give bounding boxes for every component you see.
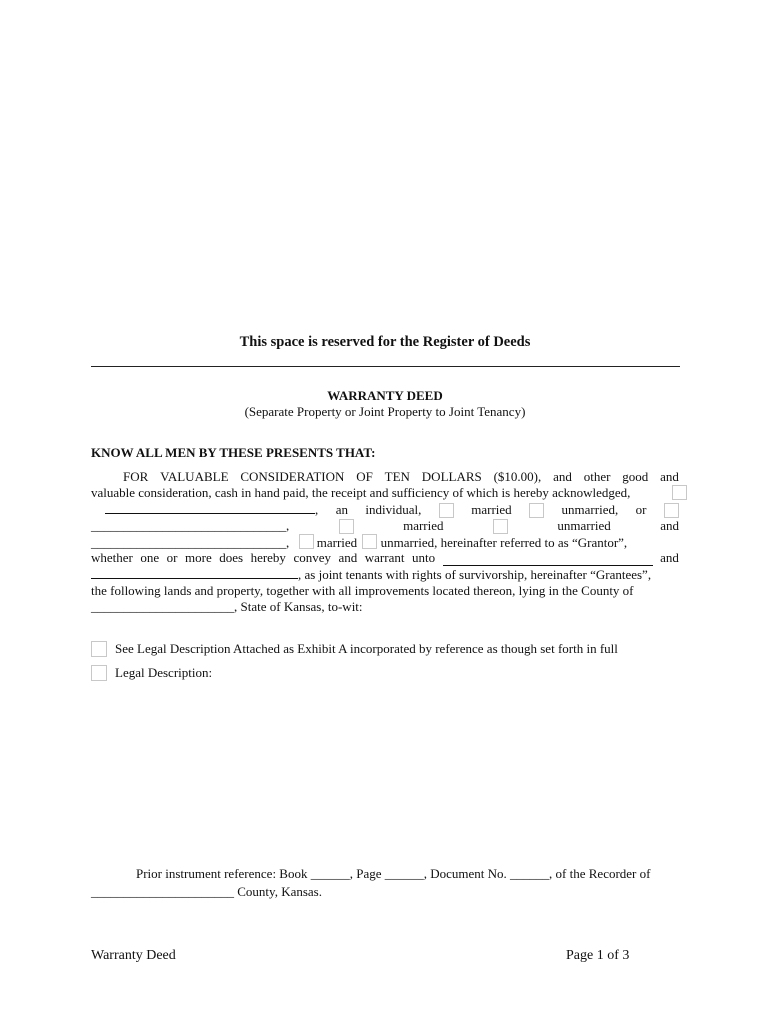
word: hereby xyxy=(250,550,286,565)
word: CONSIDERATION xyxy=(240,469,345,484)
word: does xyxy=(219,550,244,565)
checkbox-l5-2[interactable] xyxy=(362,534,377,549)
deed-subtitle: (Separate Property or Joint Property to Joint Tenancy) xyxy=(244,404,526,419)
register-of-deeds-note: This space is reserved for the Register of Deeds xyxy=(239,334,531,350)
grantor-name-blank[interactable] xyxy=(105,501,315,514)
legal-description-checkbox[interactable] xyxy=(91,665,107,681)
word: and xyxy=(553,469,572,484)
word: DOLLARS xyxy=(421,469,482,484)
know-all-heading: KNOW ALL MEN BY THESE PRESENTS THAT: xyxy=(91,445,376,460)
comma: , xyxy=(315,502,319,517)
footer-page-number: Page 1 of 3 xyxy=(566,948,630,963)
word: whether xyxy=(91,550,133,565)
grantee-line-7 xyxy=(91,566,679,582)
legal-description-label: Legal Description: xyxy=(115,665,213,680)
line-text: Prior instrument reference: Book ______, Page ______, Document No. ______, of the Recorder of xyxy=(136,866,651,881)
consideration-line-1 xyxy=(123,469,679,485)
married-checkbox[interactable] xyxy=(529,503,544,518)
line-text: , as joint tenants with rights of survivorship, hereinafter “Grantees”, xyxy=(298,567,652,582)
prior-instrument-line-1 xyxy=(136,866,680,882)
word: and xyxy=(660,518,679,533)
word: more xyxy=(185,550,212,565)
checkbox-l5-1[interactable] xyxy=(299,534,314,549)
grantor-line-3 xyxy=(105,502,679,518)
line-text: unmarried, hereinafter referred to as “Grantor”, xyxy=(380,535,628,550)
grantor-name-blank-2[interactable]: ______________________________, xyxy=(91,518,290,533)
legal-description-option xyxy=(91,665,212,681)
word: warrant xyxy=(364,550,405,565)
word: married xyxy=(316,535,358,550)
word: married xyxy=(403,518,444,533)
exhibit-option-label: See Legal Description Attached as Exhibit A incorporated by reference as though set forth in full xyxy=(115,641,618,656)
footer-title: Warranty Deed xyxy=(91,948,176,963)
word: one xyxy=(140,550,160,565)
prior-instrument-line-2 xyxy=(91,884,679,900)
word: FOR xyxy=(123,469,149,484)
grantee-name-blank-1[interactable] xyxy=(443,553,653,566)
word: unmarried, xyxy=(561,502,619,517)
word: unmarried xyxy=(557,518,611,533)
line-text: ______________________ County, Kansas. xyxy=(91,884,322,899)
grantor-name-blank-3[interactable]: ______________________________, xyxy=(91,535,290,550)
grantee-name-blank-2[interactable] xyxy=(91,566,298,579)
word: good xyxy=(622,469,649,484)
exhibit-a-checkbox[interactable] xyxy=(91,641,107,657)
divider-rule xyxy=(91,366,680,367)
deed-title: WARRANTY DEED xyxy=(327,388,443,403)
grantor-line-5 xyxy=(91,534,679,550)
grantor-line-4 xyxy=(91,518,679,534)
word: and xyxy=(338,550,358,565)
consideration-line-2 xyxy=(91,485,679,501)
checkbox-l4-1[interactable] xyxy=(339,519,354,534)
grantor-checkbox-1[interactable] xyxy=(672,485,687,500)
word: convey xyxy=(293,550,331,565)
word: other xyxy=(583,469,611,484)
word: or xyxy=(166,550,178,565)
grantee-line-6 xyxy=(91,550,679,566)
word: and xyxy=(660,550,679,565)
word: married xyxy=(471,502,512,517)
exhibit-option xyxy=(91,641,618,657)
word: an xyxy=(335,502,348,517)
word: TEN xyxy=(384,469,410,484)
individual-checkbox[interactable] xyxy=(439,503,454,518)
checkbox-l4-2[interactable] xyxy=(493,519,508,534)
county-blank-text[interactable]: ______________________, State of Kansas, to-wit: xyxy=(91,599,363,614)
property-line-8 xyxy=(91,583,679,599)
word: individual, xyxy=(365,502,422,517)
line-text: valuable consideration, cash in hand paid, the receipt and sufficiency of which is hereby acknowledged, xyxy=(91,485,631,500)
word: or xyxy=(635,502,647,517)
property-line-9 xyxy=(91,599,679,615)
word: unto xyxy=(411,550,436,565)
unmarried-checkbox[interactable] xyxy=(664,503,679,518)
line-text: the following lands and property, together with all improvements located thereon, lying in the County of xyxy=(91,583,634,598)
word: ($10.00), xyxy=(493,469,542,484)
word: OF xyxy=(356,469,373,484)
word: VALUABLE xyxy=(160,469,229,484)
word: and xyxy=(660,469,679,484)
